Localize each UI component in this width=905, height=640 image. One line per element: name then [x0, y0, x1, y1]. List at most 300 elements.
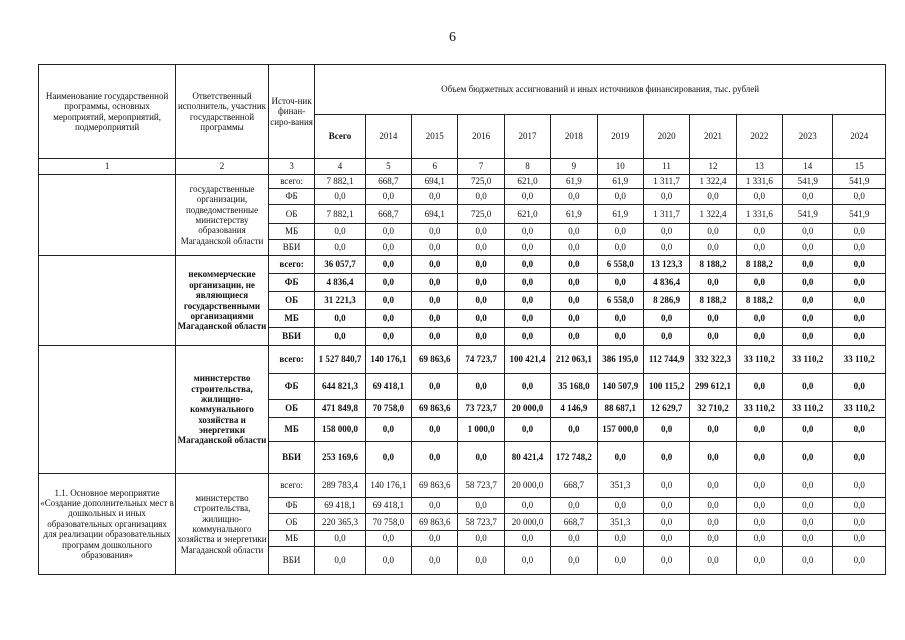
program-name-cell: 1.1. Основное мероприятие «Создание дополнительных мест в дошкольных и иных образовательных организациях для реализации образовательных программ дошкольного образования»: [39, 474, 176, 575]
value-cell: 20 000,0: [504, 400, 550, 418]
value-cell: 31 221,3: [315, 292, 365, 310]
value-cell: 0,0: [551, 328, 597, 346]
value-cell: 541,9: [783, 175, 833, 189]
value-cell: 0,0: [551, 240, 597, 256]
value-cell: 1 000,0: [458, 418, 504, 442]
value-cell: 0,0: [783, 328, 833, 346]
value-cell: 0,0: [736, 514, 782, 531]
value-cell: 0,0: [736, 418, 782, 442]
value-cell: 0,0: [365, 292, 411, 310]
header-year: 2021: [690, 115, 736, 159]
value-cell: 0,0: [412, 274, 458, 292]
value-cell: 0,0: [551, 224, 597, 240]
value-cell: 0,0: [833, 547, 886, 575]
value-cell: 1 331,6: [736, 205, 782, 224]
value-cell: 0,0: [551, 274, 597, 292]
value-cell: 20 000,0: [504, 474, 550, 498]
value-cell: 0,0: [783, 240, 833, 256]
value-cell: 0,0: [643, 498, 689, 514]
value-cell: 0,0: [690, 514, 736, 531]
value-cell: 0,0: [504, 328, 550, 346]
value-cell: 0,0: [458, 442, 504, 474]
value-cell: 0,0: [504, 418, 550, 442]
value-cell: 0,0: [783, 189, 833, 205]
value-cell: 0,0: [315, 224, 365, 240]
value-cell: 0,0: [833, 240, 886, 256]
value-cell: 0,0: [597, 274, 643, 292]
value-cell: 35 168,0: [551, 374, 597, 400]
source-cell: ВБИ: [268, 442, 314, 474]
value-cell: 0,0: [315, 240, 365, 256]
column-number: 15: [833, 159, 886, 175]
header-funding: Объем бюджетных ассигнований и иных источников финансирования, тыс. рублей: [315, 65, 886, 115]
value-cell: 0,0: [504, 256, 550, 274]
value-cell: 8 286,9: [643, 292, 689, 310]
value-cell: 0,0: [597, 224, 643, 240]
value-cell: 69 418,1: [315, 498, 365, 514]
value-cell: 58 723,7: [458, 514, 504, 531]
value-cell: 0,0: [597, 310, 643, 328]
value-cell: 725,0: [458, 175, 504, 189]
header-year: 2022: [736, 115, 782, 159]
value-cell: 100 421,4: [504, 346, 550, 374]
value-cell: 0,0: [690, 240, 736, 256]
value-cell: 8 188,2: [690, 256, 736, 274]
value-cell: 0,0: [643, 310, 689, 328]
value-cell: 0,0: [551, 292, 597, 310]
value-cell: 332 322,3: [690, 346, 736, 374]
value-cell: 0,0: [643, 547, 689, 575]
value-cell: 80 421,4: [504, 442, 550, 474]
value-cell: 8 188,2: [690, 292, 736, 310]
value-cell: 0,0: [412, 498, 458, 514]
value-cell: 0,0: [783, 498, 833, 514]
value-cell: 0,0: [315, 189, 365, 205]
value-cell: 1 322,4: [690, 205, 736, 224]
header-name: Наименование государственной программы, основных мероприятий, мероприятий, подмероприятий: [39, 65, 176, 159]
header-column-numbers: [39, 159, 886, 175]
value-cell: 0,0: [551, 256, 597, 274]
value-cell: 74 723,7: [458, 346, 504, 374]
value-cell: 0,0: [736, 498, 782, 514]
source-cell: всего:: [268, 256, 314, 274]
value-cell: 157 000,0: [597, 418, 643, 442]
value-cell: 0,0: [690, 224, 736, 240]
value-cell: 1 311,7: [643, 175, 689, 189]
source-cell: ФБ: [268, 498, 314, 514]
column-number: 5: [365, 159, 411, 175]
value-cell: 668,7: [551, 474, 597, 498]
value-cell: 158 000,0: [315, 418, 365, 442]
value-cell: 7 882,1: [315, 205, 365, 224]
column-number: 13: [736, 159, 782, 175]
value-cell: 0,0: [365, 240, 411, 256]
header-year: Всего: [315, 115, 365, 159]
value-cell: 541,9: [783, 205, 833, 224]
value-cell: 0,0: [504, 310, 550, 328]
header-source: Источ-ник финан-сиро-вания: [268, 65, 314, 159]
value-cell: 13 123,3: [643, 256, 689, 274]
value-cell: 33 110,2: [736, 346, 782, 374]
value-cell: 0,0: [412, 328, 458, 346]
column-number: 7: [458, 159, 504, 175]
header-year: 2019: [597, 115, 643, 159]
value-cell: 70 758,0: [365, 400, 411, 418]
value-cell: 0,0: [597, 328, 643, 346]
value-cell: 0,0: [315, 531, 365, 547]
value-cell: 12 629,7: [643, 400, 689, 418]
program-name-cell: [39, 175, 176, 256]
value-cell: 4 836,4: [315, 274, 365, 292]
value-cell: 725,0: [458, 205, 504, 224]
source-cell: ОБ: [268, 205, 314, 224]
value-cell: 0,0: [690, 274, 736, 292]
value-cell: 386 195,0: [597, 346, 643, 374]
header-year: 2014: [365, 115, 411, 159]
column-number: 9: [551, 159, 597, 175]
value-cell: 0,0: [597, 498, 643, 514]
value-cell: 0,0: [833, 274, 886, 292]
value-cell: 0,0: [783, 224, 833, 240]
column-number: 14: [783, 159, 833, 175]
value-cell: 0,0: [690, 328, 736, 346]
executor-cell: некоммерческие организации, не являющиеся государственными организациями Магаданской области: [176, 256, 269, 346]
value-cell: 112 744,9: [643, 346, 689, 374]
value-cell: 0,0: [736, 547, 782, 575]
value-cell: 69 863,6: [412, 400, 458, 418]
source-cell: ВБИ: [268, 547, 314, 575]
value-cell: 0,0: [833, 531, 886, 547]
value-cell: 694,1: [412, 205, 458, 224]
value-cell: 0,0: [643, 474, 689, 498]
value-cell: 694,1: [412, 175, 458, 189]
value-cell: 0,0: [365, 531, 411, 547]
value-cell: 220 365,3: [315, 514, 365, 531]
column-number: 1: [39, 159, 176, 175]
value-cell: 140 176,1: [365, 346, 411, 374]
value-cell: 0,0: [833, 498, 886, 514]
header-year: 2018: [551, 115, 597, 159]
value-cell: 0,0: [736, 328, 782, 346]
value-cell: 0,0: [690, 498, 736, 514]
value-cell: 0,0: [412, 310, 458, 328]
value-cell: 668,7: [365, 205, 411, 224]
value-cell: 668,7: [551, 514, 597, 531]
value-cell: 0,0: [412, 189, 458, 205]
table-row: [39, 346, 886, 374]
value-cell: 0,0: [783, 514, 833, 531]
value-cell: 0,0: [315, 328, 365, 346]
program-name-cell: [39, 256, 176, 346]
value-cell: 0,0: [504, 531, 550, 547]
value-cell: 0,0: [736, 374, 782, 400]
value-cell: 0,0: [365, 442, 411, 474]
value-cell: 0,0: [458, 240, 504, 256]
value-cell: 0,0: [736, 442, 782, 474]
value-cell: 0,0: [736, 240, 782, 256]
value-cell: 33 110,2: [736, 400, 782, 418]
value-cell: 1 527 840,7: [315, 346, 365, 374]
value-cell: 0,0: [458, 374, 504, 400]
column-number: 10: [597, 159, 643, 175]
value-cell: 8 188,2: [736, 256, 782, 274]
value-cell: 0,0: [783, 374, 833, 400]
column-number: 8: [504, 159, 550, 175]
value-cell: 0,0: [458, 310, 504, 328]
value-cell: 73 723,7: [458, 400, 504, 418]
value-cell: 0,0: [643, 240, 689, 256]
value-cell: 0,0: [315, 310, 365, 328]
value-cell: 0,0: [551, 418, 597, 442]
value-cell: 0,0: [783, 442, 833, 474]
value-cell: 88 687,1: [597, 400, 643, 418]
budget-table: [38, 64, 886, 575]
source-cell: МБ: [268, 531, 314, 547]
value-cell: 33 110,2: [783, 400, 833, 418]
value-cell: 621,0: [504, 205, 550, 224]
table-body: [39, 175, 886, 575]
value-cell: 621,0: [504, 175, 550, 189]
source-cell: ФБ: [268, 374, 314, 400]
source-cell: всего:: [268, 175, 314, 189]
value-cell: 299 612,1: [690, 374, 736, 400]
source-cell: всего:: [268, 346, 314, 374]
value-cell: 0,0: [412, 442, 458, 474]
value-cell: 0,0: [504, 189, 550, 205]
value-cell: 0,0: [551, 498, 597, 514]
value-cell: 61,9: [551, 175, 597, 189]
source-cell: ФБ: [268, 274, 314, 292]
value-cell: 32 710,2: [690, 400, 736, 418]
value-cell: 1 311,7: [643, 205, 689, 224]
value-cell: 0,0: [504, 224, 550, 240]
value-cell: 8 188,2: [736, 292, 782, 310]
value-cell: 6 558,0: [597, 256, 643, 274]
value-cell: 0,0: [597, 189, 643, 205]
value-cell: 541,9: [833, 175, 886, 189]
table-row: [39, 474, 886, 498]
value-cell: 0,0: [551, 531, 597, 547]
value-cell: 0,0: [504, 274, 550, 292]
value-cell: 69 863,6: [412, 346, 458, 374]
value-cell: 7 882,1: [315, 175, 365, 189]
source-cell: ОБ: [268, 400, 314, 418]
value-cell: 0,0: [365, 310, 411, 328]
value-cell: 0,0: [412, 256, 458, 274]
value-cell: 0,0: [643, 328, 689, 346]
value-cell: 33 110,2: [783, 346, 833, 374]
value-cell: 351,3: [597, 474, 643, 498]
value-cell: 0,0: [690, 442, 736, 474]
header-year: 2017: [504, 115, 550, 159]
value-cell: 0,0: [365, 547, 411, 575]
value-cell: 172 748,2: [551, 442, 597, 474]
value-cell: 61,9: [551, 205, 597, 224]
value-cell: 0,0: [833, 189, 886, 205]
source-cell: ВБИ: [268, 328, 314, 346]
value-cell: 1 322,4: [690, 175, 736, 189]
value-cell: 0,0: [690, 418, 736, 442]
value-cell: 0,0: [833, 442, 886, 474]
value-cell: 69 418,1: [365, 374, 411, 400]
value-cell: 140 507,9: [597, 374, 643, 400]
value-cell: 0,0: [736, 474, 782, 498]
value-cell: 0,0: [643, 224, 689, 240]
value-cell: 0,0: [833, 374, 886, 400]
value-cell: 0,0: [736, 310, 782, 328]
value-cell: 0,0: [504, 547, 550, 575]
page-number: 6: [449, 30, 456, 45]
executor-cell: министерство строительства, жилищно-коммунального хозяйства и энергетики Магаданской области: [176, 474, 269, 575]
value-cell: 0,0: [458, 256, 504, 274]
source-cell: ОБ: [268, 292, 314, 310]
column-number: 11: [643, 159, 689, 175]
value-cell: 0,0: [783, 418, 833, 442]
value-cell: 0,0: [833, 292, 886, 310]
value-cell: 33 110,2: [833, 346, 886, 374]
value-cell: 0,0: [833, 418, 886, 442]
source-cell: ОБ: [268, 514, 314, 531]
column-number: 12: [690, 159, 736, 175]
value-cell: 0,0: [365, 189, 411, 205]
value-cell: 69 863,6: [412, 474, 458, 498]
source-cell: МБ: [268, 418, 314, 442]
column-number: 3: [268, 159, 314, 175]
value-cell: 0,0: [458, 189, 504, 205]
value-cell: 0,0: [412, 374, 458, 400]
value-cell: 0,0: [504, 374, 550, 400]
column-number: 4: [315, 159, 365, 175]
column-number: 6: [412, 159, 458, 175]
value-cell: 0,0: [783, 531, 833, 547]
value-cell: 0,0: [458, 328, 504, 346]
value-cell: 0,0: [736, 531, 782, 547]
value-cell: 4 836,4: [643, 274, 689, 292]
value-cell: 0,0: [833, 328, 886, 346]
value-cell: 70 758,0: [365, 514, 411, 531]
value-cell: 0,0: [643, 531, 689, 547]
value-cell: 4 146,9: [551, 400, 597, 418]
value-cell: 61,9: [597, 175, 643, 189]
value-cell: 0,0: [458, 224, 504, 240]
value-cell: 0,0: [833, 224, 886, 240]
value-cell: 644 821,3: [315, 374, 365, 400]
value-cell: 69 418,1: [365, 498, 411, 514]
value-cell: 0,0: [643, 189, 689, 205]
value-cell: 0,0: [504, 498, 550, 514]
header-year: 2016: [458, 115, 504, 159]
header-year: 2020: [643, 115, 689, 159]
value-cell: 0,0: [412, 292, 458, 310]
value-cell: 0,0: [504, 292, 550, 310]
value-cell: 0,0: [783, 310, 833, 328]
value-cell: 0,0: [551, 189, 597, 205]
value-cell: 0,0: [365, 328, 411, 346]
value-cell: 0,0: [458, 498, 504, 514]
value-cell: 6 558,0: [597, 292, 643, 310]
value-cell: 0,0: [833, 310, 886, 328]
value-cell: 0,0: [833, 256, 886, 274]
value-cell: 20 000,0: [504, 514, 550, 531]
value-cell: 0,0: [783, 547, 833, 575]
value-cell: 1 331,6: [736, 175, 782, 189]
value-cell: 0,0: [597, 547, 643, 575]
value-cell: 0,0: [643, 442, 689, 474]
source-cell: ФБ: [268, 189, 314, 205]
value-cell: 58 723,7: [458, 474, 504, 498]
value-cell: 0,0: [643, 514, 689, 531]
value-cell: 0,0: [412, 224, 458, 240]
value-cell: 212 063,1: [551, 346, 597, 374]
value-cell: 0,0: [597, 531, 643, 547]
value-cell: 0,0: [315, 547, 365, 575]
value-cell: 0,0: [365, 418, 411, 442]
program-name-cell: [39, 346, 176, 474]
value-cell: 0,0: [783, 292, 833, 310]
value-cell: 0,0: [458, 292, 504, 310]
value-cell: 0,0: [690, 474, 736, 498]
value-cell: 0,0: [783, 474, 833, 498]
value-cell: 0,0: [783, 256, 833, 274]
value-cell: 0,0: [458, 547, 504, 575]
source-cell: МБ: [268, 310, 314, 328]
header-responsible: Ответственный исполнитель, участник государственной программы: [176, 65, 269, 159]
value-cell: 0,0: [458, 531, 504, 547]
executor-cell: министерство строительства, жилищно-коммунального хозяйства и энергетики Магаданской области: [176, 346, 269, 474]
table-row: [39, 175, 886, 189]
value-cell: 351,3: [597, 514, 643, 531]
header-year: 2023: [783, 115, 833, 159]
value-cell: 0,0: [643, 418, 689, 442]
header-year: 2024: [833, 115, 886, 159]
value-cell: 0,0: [597, 442, 643, 474]
value-cell: 0,0: [736, 224, 782, 240]
value-cell: 0,0: [833, 514, 886, 531]
value-cell: 0,0: [365, 256, 411, 274]
value-cell: 0,0: [458, 274, 504, 292]
value-cell: 289 783,4: [315, 474, 365, 498]
value-cell: 668,7: [365, 175, 411, 189]
value-cell: 0,0: [690, 547, 736, 575]
source-cell: всего:: [268, 474, 314, 498]
header-year: 2015: [412, 115, 458, 159]
value-cell: 69 863,6: [412, 514, 458, 531]
value-cell: 33 110,2: [833, 400, 886, 418]
source-cell: МБ: [268, 224, 314, 240]
table-row: [39, 256, 886, 274]
value-cell: 0,0: [736, 274, 782, 292]
value-cell: 0,0: [365, 274, 411, 292]
value-cell: 0,0: [412, 531, 458, 547]
value-cell: 541,9: [833, 205, 886, 224]
value-cell: 0,0: [783, 274, 833, 292]
source-cell: ВБИ: [268, 240, 314, 256]
value-cell: 100 115,2: [643, 374, 689, 400]
value-cell: 0,0: [690, 310, 736, 328]
value-cell: 0,0: [551, 547, 597, 575]
value-cell: 0,0: [412, 547, 458, 575]
value-cell: 0,0: [365, 224, 411, 240]
column-number: 2: [176, 159, 269, 175]
value-cell: 36 057,7: [315, 256, 365, 274]
value-cell: 0,0: [412, 240, 458, 256]
executor-cell: государственные организации, подведомственные министерству образования Магаданской области: [176, 175, 269, 256]
value-cell: 0,0: [504, 240, 550, 256]
value-cell: 253 169,6: [315, 442, 365, 474]
value-cell: 471 849,8: [315, 400, 365, 418]
value-cell: 0,0: [690, 531, 736, 547]
value-cell: 0,0: [551, 310, 597, 328]
